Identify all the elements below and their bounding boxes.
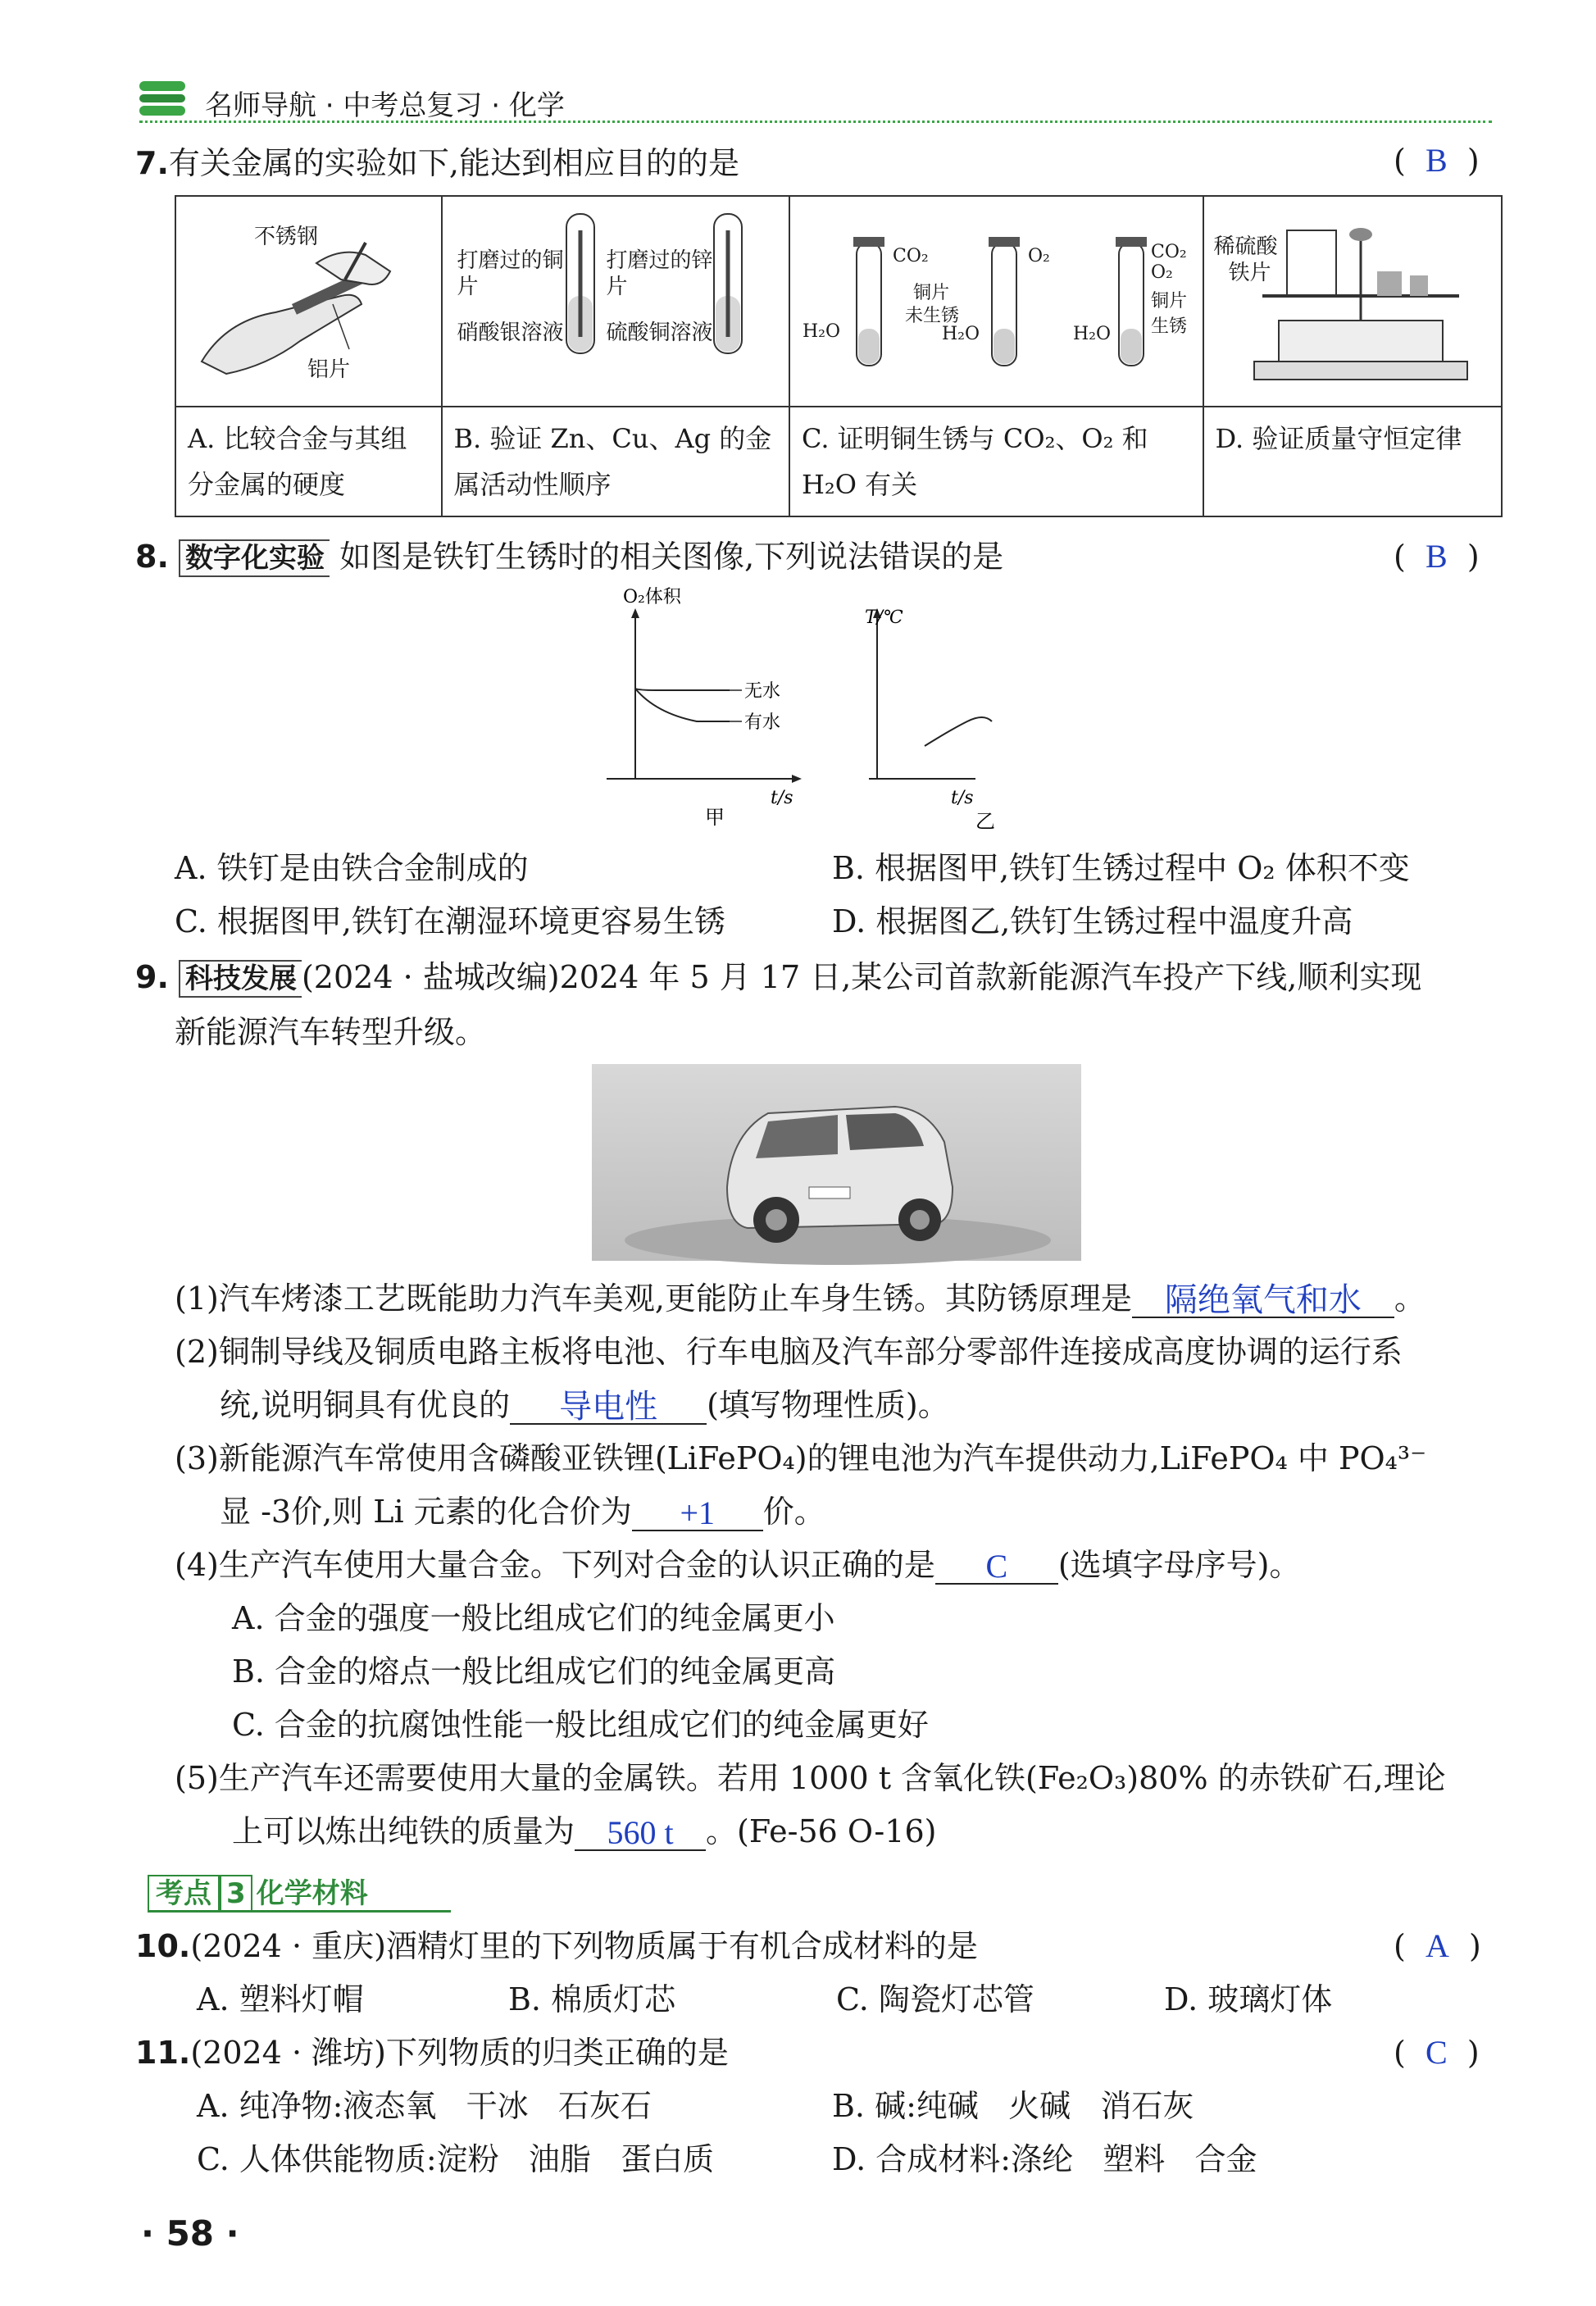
q8-option-b: B. 根据图甲,铁钉生锈过程中 O₂ 体积不变 xyxy=(832,850,1410,886)
q9-sub5-line1: (5)生产汽车还需要使用大量的金属铁。若用 1000 t 含氧化铁(Fe₂O₃)80% 的赤铁矿石,理论 xyxy=(175,1760,1446,1796)
q9-sub1: (1)汽车烤漆工艺既能助力汽车美观,更能防止车身生锈。其防锈原理是 隔绝氧气和水 。 xyxy=(175,1280,1425,1318)
kaodian-rule xyxy=(148,1910,451,1913)
q9-sub2-line2: 统,说明铜具有优良的 导电性 (填写物理性质)。 xyxy=(220,1387,949,1425)
q7-table xyxy=(175,195,1503,517)
label-copper-c: 铜片 xyxy=(913,283,950,303)
section-heading xyxy=(148,1871,368,1913)
q9-number: 9. xyxy=(135,959,169,995)
label-stainless-steel: 不锈钢 xyxy=(254,225,319,249)
q11-answer: C xyxy=(1425,2034,1448,2071)
car-photo xyxy=(592,1064,1081,1261)
q10-answer-box: ( A ) xyxy=(1394,1927,1481,1964)
q8-option-a: A. 铁钉是由铁合金制成的 xyxy=(175,850,529,886)
q10-answer: A xyxy=(1425,1927,1449,1964)
kaodian-title: 化学材料 xyxy=(256,1877,368,1910)
logo-icon xyxy=(139,78,189,119)
chart-yi-title: 乙 xyxy=(975,810,995,833)
q8-number: 8. xyxy=(135,539,169,575)
q10-option-c: C. 陶瓷灯芯管 xyxy=(836,1981,1034,2017)
label-h2o-2: H₂O xyxy=(942,324,980,344)
q8-text: 如图是铁钉生锈时的相关图像,下列说法错误的是 xyxy=(339,539,1004,575)
q9-answer-4: C xyxy=(985,1548,1008,1585)
q11-option-a: A. 纯净物:液态氧 干冰 石灰石 xyxy=(197,2088,652,2124)
car-illustration xyxy=(592,1064,1081,1261)
test-tubes-c-illustration xyxy=(791,198,1201,398)
q8-answer: B xyxy=(1425,538,1448,575)
chart-jia xyxy=(607,587,802,829)
q10-option-b: B. 棉质灯芯 xyxy=(508,1981,676,2017)
q10-stem xyxy=(135,1926,978,1966)
label-co2-1: CO₂ xyxy=(893,246,929,266)
q9-sub4-option-b: B. 合金的熔点一般比组成它们的纯金属更高 xyxy=(232,1653,836,1690)
label-aluminum-sheet: 铝片 xyxy=(307,357,351,382)
q7-option-b: B. 验证 Zn、Cu、Ag 的金属活动性顺序 xyxy=(442,407,790,516)
q9-tag: 科技发展 xyxy=(179,960,302,998)
q7-number: 7. xyxy=(135,145,169,181)
q7-option-c: C. 证明铜生锈与 CO₂、O₂ 和 H₂O 有关 xyxy=(789,407,1203,516)
label-iron-sheet: 铁片 xyxy=(1228,261,1271,285)
header xyxy=(139,78,1492,127)
q9-answer-5: 560 t xyxy=(607,1814,674,1851)
chart-jia-ylabel: O₂体积 xyxy=(623,587,681,607)
q11-option-d: D. 合成材料:涤纶 塑料 合金 xyxy=(832,2141,1257,2177)
label-o2-2: O₂ xyxy=(1151,262,1173,283)
q8-tag: 数字化实验 xyxy=(179,539,330,577)
q9-answer-2: 导电性 xyxy=(559,1388,658,1425)
q9-answer-3: +1 xyxy=(680,1494,716,1531)
q10-number: 10. xyxy=(135,1928,191,1964)
q8-stem xyxy=(135,537,1003,577)
chart-jia-legend-water: 有水 xyxy=(744,712,781,733)
q9-text-line1: (2024 · 盐城改编)2024 年 5 月 17 日,某公司首款新能源汽车投产下线,顺利实现 xyxy=(301,959,1422,995)
chart-yi xyxy=(865,607,995,833)
label-co2-2: CO₂ xyxy=(1151,242,1187,262)
q10-text: (2024 · 重庆)酒精灯里的下列物质属于有机合成材料的是 xyxy=(190,1928,978,1964)
q10-option-d: D. 玻璃灯体 xyxy=(1164,1981,1333,2017)
kaodian-label: 考点 xyxy=(148,1875,220,1913)
q11-option-c: C. 人体供能物质:淀粉 油脂 蛋白质 xyxy=(197,2141,715,2177)
label-polished-copper: 打磨过的铜片 xyxy=(457,248,564,299)
q8-charts xyxy=(590,587,995,836)
q7-cell-c-figure xyxy=(789,196,1203,407)
chart-jia-title: 甲 xyxy=(705,806,725,829)
q11-text: (2024 · 潍坊)下列物质的归类正确的是 xyxy=(190,2035,729,2071)
label-copper-rusted: 铜片生锈 xyxy=(1151,291,1188,337)
label-not-rusted: 未生锈 xyxy=(905,306,960,326)
q9-sub2-line1: (2)铜制导线及铜质电路主板将电池、行车电脑及汽车部分零部件连接成高度协调的运行系 xyxy=(175,1334,1403,1370)
chart-jia-x-arrow xyxy=(792,775,802,783)
q9-sub4-option-a: A. 合金的强度一般比组成它们的纯金属更小 xyxy=(232,1600,835,1636)
chart-jia-xlabel: t/s xyxy=(771,788,793,808)
q7-option-a: A. 比较合金与其组分金属的硬度 xyxy=(175,407,442,516)
chart-jia-legend-no-water: 无水 xyxy=(744,681,781,702)
q11-option-b: B. 碱:纯碱 火碱 消石灰 xyxy=(832,2088,1194,2124)
q8-option-c: C. 根据图甲,铁钉在潮湿环境更容易生锈 xyxy=(175,903,725,939)
q7-answer-box: ( B ) xyxy=(1394,142,1480,179)
label-h2o-3: H₂O xyxy=(1073,324,1112,344)
q9-sub5-line2: 上可以炼出纯铁的质量为 560 t 。(Fe-56 O-16) xyxy=(232,1813,937,1851)
q9-sub4: (4)生产汽车使用大量合金。下列对合金的认识正确的是 C (选填字母序号)。 xyxy=(175,1547,1301,1585)
q9-stem xyxy=(135,957,1421,998)
label-o2-1: O₂ xyxy=(1028,246,1050,266)
label-polished-zinc: 打磨过的锌片 xyxy=(606,248,713,299)
q8-answer-box: ( B ) xyxy=(1394,538,1480,575)
chart-yi-series-temperature xyxy=(925,717,992,746)
q8-option-d: D. 根据图乙,铁钉生锈过程中温度升高 xyxy=(832,903,1353,939)
chart-jia-series-no-water xyxy=(635,689,730,690)
q7-cell-a-figure xyxy=(175,196,442,407)
page-number: · 58 · xyxy=(141,2213,239,2254)
q9-sub4-option-c: C. 合金的抗腐蚀性能一般比组成它们的纯金属更好 xyxy=(232,1707,929,1743)
q9-answer-1: 隔绝氧气和水 xyxy=(1164,1281,1362,1318)
label-h2o-1: H₂O xyxy=(803,321,841,342)
q9-sub3-line2: 显 -3价,则 Li 元素的化合价为 +1 价。 xyxy=(220,1494,825,1531)
label-silver-nitrate: 硝酸银溶液 xyxy=(457,321,564,345)
balance-illustration xyxy=(1205,198,1500,398)
q7-cell-d-figure xyxy=(1203,196,1503,407)
chart-yi-xlabel: t/s xyxy=(951,788,974,808)
header-title: 名师导航 · 中考总复习 · 化学 xyxy=(205,89,565,122)
chart-jia-y-arrow xyxy=(631,608,639,618)
q7-option-d: D. 验证质量守恒定律 xyxy=(1203,407,1503,516)
label-dilute-sulfuric: 稀硫酸 xyxy=(1213,234,1278,259)
q7-stem xyxy=(135,143,739,183)
q7-text: 有关金属的实验如下,能达到相应目的的是 xyxy=(168,145,739,181)
chart-yi-ylabel: T/℃ xyxy=(865,607,903,628)
q11-answer-box: ( C ) xyxy=(1394,2034,1480,2071)
chart-jia-series-water xyxy=(635,689,730,721)
header-rule xyxy=(139,121,1492,123)
kaodian-number: 3 xyxy=(220,1875,252,1913)
q11-number: 11. xyxy=(135,2035,191,2071)
q7-cell-b-figure xyxy=(442,196,790,407)
q10-option-a: A. 塑料灯帽 xyxy=(197,1981,364,2017)
q9-text-line2: 新能源汽车转型升级。 xyxy=(175,1014,487,1050)
q9-sub3-line1: (3)新能源汽车常使用含磷酸亚铁锂(LiFePO₄)的锂电池为汽车提供动力,LiFePO₄ 中 PO₄³⁻ xyxy=(175,1440,1427,1476)
q7-answer: B xyxy=(1425,142,1448,179)
label-copper-sulfate: 硫酸铜溶液 xyxy=(606,321,713,345)
q11-stem xyxy=(135,2033,729,2072)
